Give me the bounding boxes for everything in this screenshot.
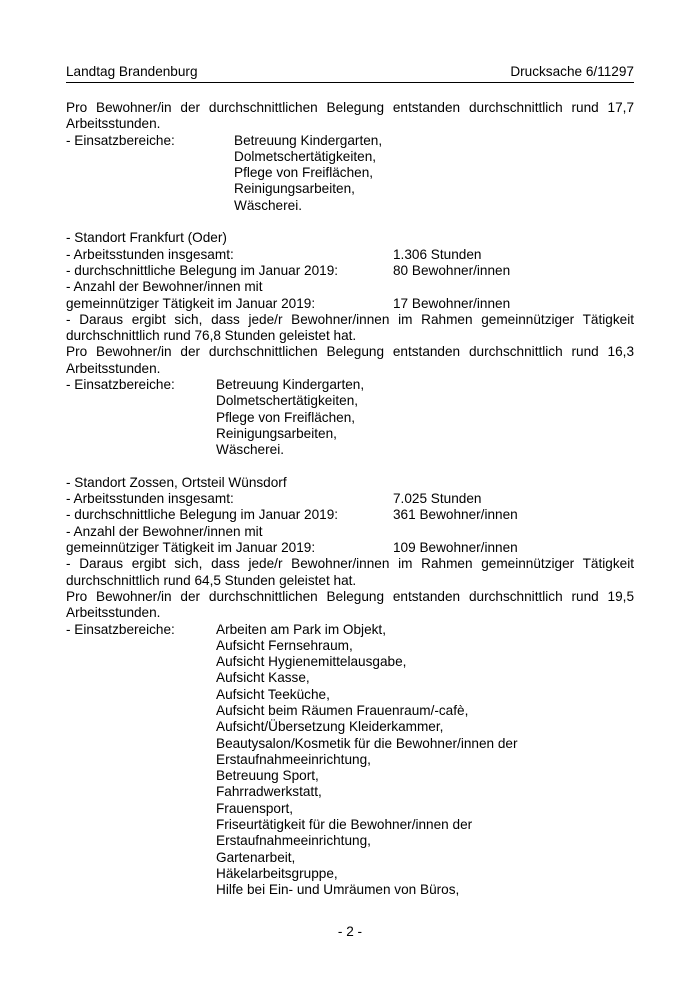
stat-label: - durchschnittliche Belegung im Januar 2019:	[66, 262, 339, 278]
area-entry: Reinigungsarbeiten,	[234, 181, 355, 197]
stat-label: - Arbeitsstunden insgesamt:	[66, 491, 234, 507]
list-item	[66, 719, 634, 735]
stat-row	[66, 491, 634, 507]
stat-value: 7.025 Stunden	[393, 491, 482, 507]
paragraph-line: Arbeitsstunden.	[66, 116, 161, 132]
paragraph-line: Arbeitsstunden.	[66, 360, 161, 376]
areas-label: - Einsatzbereiche:	[66, 621, 175, 637]
area-entry: Betreuung Kindergarten,	[234, 132, 383, 148]
area-entry: Fahrradwerkstatt,	[216, 784, 322, 800]
list-item	[66, 181, 634, 197]
stat-label: - Arbeitsstunden insgesamt:	[66, 246, 234, 262]
list-item	[66, 165, 634, 181]
list-item	[66, 833, 634, 849]
area-entry: Dolmetschertätigkeiten,	[216, 393, 359, 409]
list-item	[66, 638, 634, 654]
stat-value: 17 Bewohner/innen	[393, 295, 511, 311]
stat-row	[66, 247, 634, 263]
areas-list	[66, 622, 634, 899]
paragraph-line: durchschnittlich rund 76,8 Stunden geleistet hat.	[66, 328, 357, 344]
list-item	[66, 703, 634, 719]
area-entry: Häkelarbeitsgruppe,	[216, 865, 338, 881]
stat-row	[66, 540, 634, 556]
area-entry: Gartenarbeit,	[216, 849, 296, 865]
list-item	[66, 149, 634, 165]
area-entry: Betreuung Sport,	[216, 768, 319, 784]
list-item	[66, 736, 634, 752]
section-title: - Standort Frankfurt (Oder)	[66, 230, 227, 246]
stat-value: 1.306 Stunden	[393, 246, 482, 262]
area-entry: Pflege von Freiflächen,	[216, 409, 356, 425]
area-entry: Erstaufnahmeeinrichtung,	[216, 751, 371, 767]
areas-label: - Einsatzbereiche:	[66, 377, 175, 393]
stat-label: - durchschnittliche Belegung im Januar 2019:	[66, 507, 339, 523]
area-entry: Erstaufnahmeeinrichtung,	[216, 833, 371, 849]
list-item	[66, 882, 634, 898]
area-entry: Wäscherei.	[234, 197, 302, 213]
stat-value: 80 Bewohner/innen	[393, 262, 511, 278]
paragraph-line: Pro Bewohner/in der durchschnittlichen Belegung entstanden durchschnittlich rund 19,5	[66, 588, 634, 604]
stat-row	[66, 296, 634, 312]
list-item	[66, 768, 634, 784]
paragraph-line: - Daraus ergibt sich, dass jede/r Bewohner/innen im Rahmen gemeinnütziger Tätigkeit	[66, 311, 634, 327]
list-item	[66, 377, 634, 393]
stat-row	[66, 263, 634, 279]
paragraph-line: - Daraus ergibt sich, dass jede/r Bewohner/innen im Rahmen gemeinnütziger Tätigkeit	[66, 556, 634, 572]
area-entry: Aufsicht Kasse,	[216, 670, 310, 686]
list-item	[66, 410, 634, 426]
list-item	[66, 393, 634, 409]
area-entry: Aufsicht Teeküche,	[216, 686, 330, 702]
stat-value: 109 Bewohner/innen	[393, 540, 518, 556]
area-entry: Aufsicht/Übersetzung Kleiderkammer,	[216, 719, 444, 735]
area-entry: Pflege von Freiflächen,	[234, 165, 374, 181]
area-entry: Frauensport,	[216, 800, 294, 816]
list-item	[66, 670, 634, 686]
list-item	[66, 133, 634, 149]
list-item	[66, 801, 634, 817]
page-header	[66, 64, 634, 83]
area-entry: Beautysalon/Kosmetik für die Bewohner/innen der	[216, 735, 518, 751]
document-body	[66, 100, 634, 899]
paragraph-line: Pro Bewohner/in der durchschnittlichen Belegung entstanden durchschnittlich rund 16,3	[66, 344, 634, 360]
paragraph-line: Pro Bewohner/in der durchschnittlichen Belegung entstanden durchschnittlich rund 17,7	[66, 100, 634, 115]
paragraph-line: durchschnittlich rund 64,5 Stunden geleistet hat.	[66, 572, 357, 588]
list-item	[66, 752, 634, 768]
stat-label: - Anzahl der Bewohner/innen mit	[66, 523, 263, 539]
list-item	[66, 622, 634, 638]
stat-label: - Anzahl der Bewohner/innen mit	[66, 279, 263, 295]
area-entry: Aufsicht Fernsehraum,	[216, 637, 353, 653]
document-page	[66, 64, 634, 899]
list-item	[66, 654, 634, 670]
area-entry: Dolmetschertätigkeiten,	[234, 148, 377, 164]
area-entry: Wäscherei.	[216, 442, 284, 458]
stat-row	[66, 507, 634, 523]
page-number: - 2 -	[337, 924, 363, 939]
stat-label: gemeinnütziger Tätigkeit im Januar 2019:	[66, 540, 316, 556]
list-item	[66, 426, 634, 442]
area-entry: Hilfe bei Ein- und Umräumen von Büros,	[216, 882, 460, 898]
area-entry: Reinigungsarbeiten,	[216, 425, 337, 441]
stat-value: 361 Bewohner/innen	[393, 507, 518, 523]
area-entry: Aufsicht beim Räumen Frauenraum/-cafè,	[216, 702, 469, 718]
areas-label: - Einsatzbereiche:	[66, 132, 175, 148]
section-title: - Standort Zossen, Ortsteil Wünsdorf	[66, 474, 287, 490]
area-entry: Betreuung Kindergarten,	[216, 377, 365, 393]
list-item	[66, 850, 634, 866]
stat-label: gemeinnütziger Tätigkeit im Januar 2019:	[66, 295, 316, 311]
header-document-number: Drucksache 6/11297	[510, 64, 634, 79]
list-item	[66, 784, 634, 800]
list-item	[66, 687, 634, 703]
paragraph-line: Arbeitsstunden.	[66, 605, 161, 621]
list-item	[66, 442, 634, 458]
area-entry: Friseurtätigkeit für die Bewohner/innen der	[216, 817, 473, 833]
list-item	[66, 198, 634, 214]
header-parliament: Landtag Brandenburg	[66, 64, 198, 79]
list-item	[66, 866, 634, 882]
area-entry: Arbeiten am Park im Objekt,	[216, 621, 386, 637]
area-entry: Aufsicht Hygienemittelausgabe,	[216, 654, 407, 670]
list-item	[66, 817, 634, 833]
